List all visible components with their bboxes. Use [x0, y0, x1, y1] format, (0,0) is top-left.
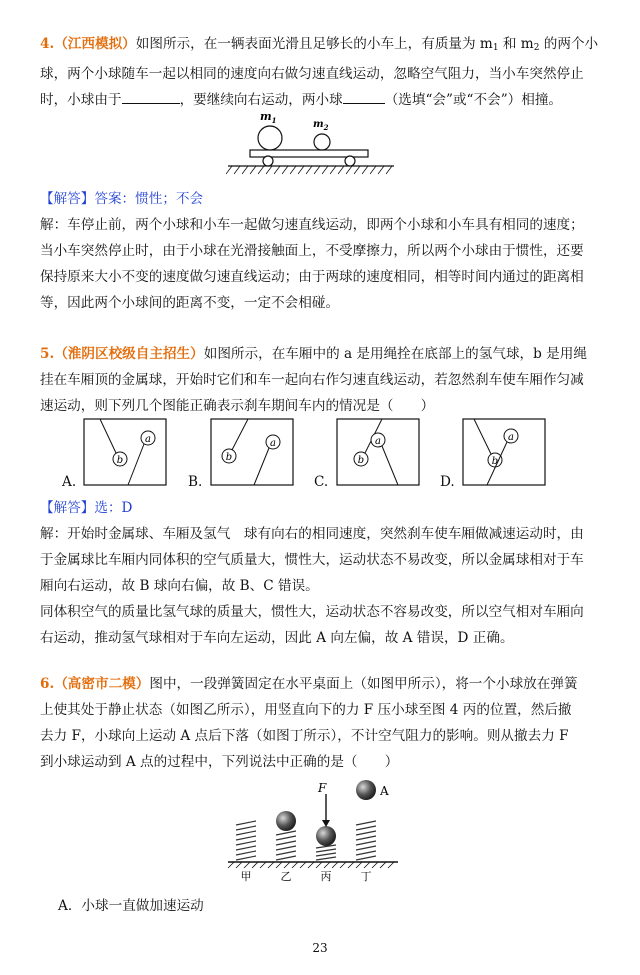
- q4-blank-1[interactable]: [122, 89, 180, 104]
- svg-text:b: b: [357, 455, 365, 466]
- svg-text:b: b: [491, 456, 499, 467]
- q5-answer-label: 【解答】: [40, 500, 95, 516]
- q5-answer-text: 选：D: [94, 500, 133, 516]
- question-6: 6.（高密市二模）图中，一段弹簧固定在水平桌面上（如图甲所示），将一个小球放在弹簧 上使其处于静止状态（如图乙所示），用竖直向下的力 F 压小球至图 4 丙的位置，然后撤 去力 F，小球向上运动 A 点后下落（如图丁所示），不计空气阻力的影响。则从撤去力 F 到小球运动到 A 点的过程中，下列说法中正确的是（ ）: [40, 671, 605, 775]
- ball-m2: [314, 134, 330, 150]
- q6-line-4: 到小球运动到 A 点的过程中，下列说法中正确的是（ ）: [40, 754, 399, 770]
- label-m1: $m_1$: [260, 110, 277, 125]
- svg-text:a: a: [375, 436, 381, 447]
- q4-source: （江西模拟）: [54, 36, 136, 52]
- q4-line-3: 时，小球由于 ，要继续向右运动，两小球 （选填“会”或“不会”）相撞。: [40, 87, 605, 113]
- option-b-label[interactable]: B.: [188, 474, 203, 490]
- cart-wheel-right: [345, 156, 355, 166]
- q5-solution-4: 同体积空气的质量比氢气球的质量大，惯性大，运动状态不容易改变，所以空气相对车厢向: [40, 604, 584, 620]
- question-4: [40, 31, 605, 113]
- option-b-figure: [211, 419, 293, 485]
- label-ding: 丁: [360, 870, 372, 883]
- q4-answer: [40, 186, 605, 316]
- q5-solution-5: 右运动，推动氢气球相对于车向左运动，因此 A 向左偏，故 A 错误，D 正确。: [40, 630, 514, 646]
- cart-wheel-left: [263, 156, 273, 166]
- q5-solution-1: 解：开始时金属球、车厢及氢气 球有向右的相同速度，突然刹车使车厢做减速运动时，由: [40, 526, 584, 542]
- q5-line-3: 速运动，则下列几个图能正确表示刹车期间车内的情况是（ ）: [40, 398, 435, 414]
- option-a-figure: [84, 419, 166, 485]
- q4-line-1: 4.（江西模拟）如图所示，在一辆表面光滑且足够长的小车上，有质量为 $m_1$ 和 $m_2$ 的两个小: [40, 36, 599, 53]
- q6-line-3: 去力 F，小球向上运动 A 点后下落（如图丁所示），不计空气阻力的影响。则从撤去力 F: [40, 728, 569, 744]
- svg-text:a: a: [270, 438, 276, 449]
- option-c-label[interactable]: C.: [314, 474, 329, 490]
- svg-text:a: a: [145, 434, 151, 445]
- q5-number: 5.: [40, 346, 55, 362]
- spring-jia: [236, 821, 256, 860]
- question-5: 5.（淮阴区校级自主招生）如图所示，在车厢中的 a 是用绳拴在底部上的氢气球，b 是用绳 挂在车厢顶的金属球，开始时它们和车一起向右作匀速直线运动，若忽然刹车使车厢作匀减 速运动，则下列几个图能正确表示刹车期间车内的情况是（ ）: [40, 341, 605, 419]
- q4-solution-2: 当小车突然停止时，由于小球在光滑接触面上，不受摩擦力，所以两个小球由于惯性，还要: [40, 243, 584, 259]
- q5-source: （淮阴区校级自主招生）: [54, 346, 204, 362]
- label-yi: 乙: [280, 870, 292, 883]
- q5-line-2: 挂在车厢顶的金属球，开始时它们和车一起向右作匀速直线运动，若忽然刹车使车厢作匀减: [40, 372, 584, 388]
- q6-line-2: 上使其处于静止状态（如图乙所示），用竖直向下的力 F 压小球至图 4 丙的位置，然后撤: [40, 702, 572, 718]
- option-d-label[interactable]: D.: [440, 474, 455, 490]
- spring-ding: [356, 821, 376, 860]
- q6-option-a[interactable]: A．小球一直做加速运动: [58, 898, 204, 914]
- q5-solution-2: 于金属球比车厢内同体积的空气质量大，惯性大，运动状态不易改变，所以金属球相对于车: [40, 552, 584, 568]
- force-label: F: [318, 781, 327, 795]
- point-a-label: A: [380, 784, 389, 798]
- q6-source: （高密市二模）: [54, 676, 150, 692]
- option-c-figure: [337, 419, 419, 485]
- ball-yi: [276, 811, 296, 831]
- q4-solution-4: 等，因此两个小球间的距离不变，一定不会相碰。: [40, 295, 340, 311]
- q4-answer-label: 【解答】: [40, 191, 95, 207]
- page-number: 23: [312, 941, 328, 955]
- ball-bing: [316, 826, 336, 846]
- q4-solution-3: 保持原来大小不变的速度做匀速直线运动；由于两球的速度相同，相等时间内通过的距离相: [40, 269, 584, 285]
- q5-solution-3: 厢向右运动，故 B 球向右偏，故 B、C 错误。: [40, 578, 319, 594]
- q6-number: 6.: [40, 676, 55, 692]
- q4-cart-figure: [226, 108, 396, 180]
- q6-spring-figure: [222, 776, 402, 884]
- q4-line-2: 球，两个小球随车一起以相同的速度向右做匀速直线运动，忽略空气阻力，当小车突然停止: [40, 66, 584, 82]
- q4-blank-2[interactable]: [343, 89, 385, 104]
- q4-number: 4.: [40, 36, 55, 52]
- option-d-figure: [463, 419, 545, 485]
- svg-text:b: b: [116, 455, 124, 466]
- q4-solution-1: 解：车停止前，两个小球和小车一起做匀速直线运动，即两个小球和小车具有相同的速度；: [40, 217, 584, 233]
- label-m2: $m_2$: [313, 119, 329, 132]
- option-a-label[interactable]: A.: [62, 474, 77, 490]
- svg-text:a: a: [508, 432, 514, 443]
- label-bing: 丙: [320, 870, 332, 883]
- spring-bing: [316, 845, 336, 860]
- q4-answer-text: 答案：惯性；不会: [94, 191, 204, 207]
- ball-ding: [356, 780, 376, 800]
- ball-m1: [258, 126, 282, 150]
- q5-answer: [40, 495, 605, 651]
- spring-yi: [276, 831, 296, 860]
- label-jia: 甲: [240, 870, 252, 883]
- svg-text:b: b: [225, 452, 233, 463]
